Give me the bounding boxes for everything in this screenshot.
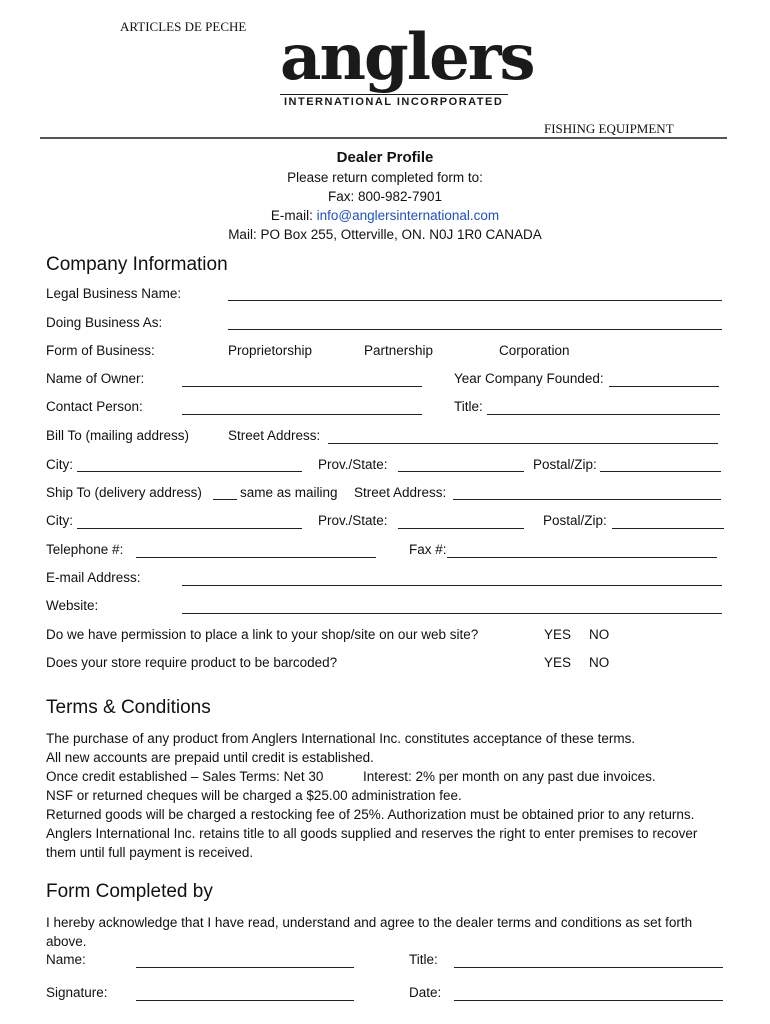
legal-name-field[interactable] bbox=[228, 300, 722, 301]
same-as-mailing-label: same as mailing bbox=[240, 485, 338, 500]
legal-name-label: Legal Business Name: bbox=[46, 286, 182, 301]
contact-label: Contact Person: bbox=[46, 399, 143, 414]
ship-city-field[interactable] bbox=[77, 528, 302, 529]
barcode-no-option[interactable]: NO bbox=[589, 655, 610, 670]
link-permission-question: Do we have permission to place a link to your shop/site on our web site? bbox=[46, 627, 479, 642]
terms-line-7: them until full payment is received. bbox=[46, 845, 254, 860]
logo-subtitle: INTERNATIONAL INCORPORATED bbox=[284, 96, 504, 108]
barcode-yes-option[interactable]: YES bbox=[544, 655, 572, 670]
ship-postal-field[interactable] bbox=[612, 528, 724, 529]
bill-to-label: Bill To (mailing address) bbox=[46, 428, 190, 443]
logo-rule bbox=[280, 94, 508, 95]
email-label: E-mail: bbox=[270, 208, 317, 223]
bill-prov-label: Prov./State: bbox=[318, 457, 388, 472]
owner-label: Name of Owner: bbox=[46, 371, 145, 386]
ship-prov-label: Prov./State: bbox=[318, 513, 388, 528]
contact-field[interactable] bbox=[182, 414, 422, 415]
signer-title-field[interactable] bbox=[454, 967, 723, 968]
signature-label: Signature: bbox=[46, 985, 108, 1000]
bill-postal-field[interactable] bbox=[600, 471, 721, 472]
owner-field[interactable] bbox=[182, 386, 422, 387]
terms-heading: Terms & Conditions bbox=[46, 697, 211, 718]
barcode-question: Does your store require product to be barcoded? bbox=[46, 655, 338, 670]
terms-line-6: Anglers International Inc. retains title to all goods supplied and reserves the right to enter premises to recover bbox=[46, 826, 698, 841]
link-no-option[interactable]: NO bbox=[589, 627, 610, 642]
ship-street-label: Street Address: bbox=[354, 485, 447, 500]
option-corporation[interactable]: Corporation bbox=[499, 343, 570, 358]
website-field[interactable] bbox=[182, 613, 722, 614]
telephone-field[interactable] bbox=[136, 557, 376, 558]
fax-label: Fax #: bbox=[409, 542, 447, 557]
bill-prov-field[interactable] bbox=[398, 471, 524, 472]
mail-address: Mail: PO Box 255, Otterville, ON. N0J 1R0 CANADA bbox=[228, 227, 542, 242]
link-yes-option[interactable]: YES bbox=[544, 627, 572, 642]
header-right-text: FISHING EQUIPMENT bbox=[544, 121, 674, 136]
ship-street-field[interactable] bbox=[453, 499, 721, 500]
return-instructions: Please return completed form to: bbox=[287, 170, 483, 185]
website-label: Website: bbox=[46, 598, 99, 613]
ship-to-label: Ship To (delivery address) bbox=[46, 485, 202, 500]
form-of-business-label: Form of Business: bbox=[46, 343, 155, 358]
bill-street-label: Street Address: bbox=[228, 428, 321, 443]
date-label: Date: bbox=[409, 985, 442, 1000]
company-logo bbox=[280, 20, 534, 95]
year-founded-label: Year Company Founded: bbox=[454, 371, 604, 386]
email-address-field[interactable] bbox=[182, 585, 722, 586]
ship-prov-field[interactable] bbox=[398, 528, 524, 529]
dba-label: Doing Business As: bbox=[46, 315, 163, 330]
logo-word: anglers bbox=[280, 20, 534, 95]
signature-field[interactable] bbox=[136, 1000, 354, 1001]
terms-line-2: All new accounts are prepaid until credit is established. bbox=[46, 750, 374, 765]
acknowledgement-line-1: I hereby acknowledge that I have read, understand and agree to the dealer terms and conditions as set forth bbox=[46, 915, 693, 930]
form-title: Dealer Profile bbox=[336, 149, 434, 166]
signer-name-label: Name: bbox=[46, 952, 86, 967]
telephone-label: Telephone #: bbox=[46, 542, 124, 557]
terms-line-4: NSF or returned cheques will be charged a $25.00 administration fee. bbox=[46, 788, 462, 803]
option-partnership[interactable]: Partnership bbox=[364, 343, 434, 358]
acknowledgement-line-2: above. bbox=[46, 934, 87, 949]
bill-street-field[interactable] bbox=[328, 443, 718, 444]
terms-line-3a: Once credit established – Sales Terms: Net 30 bbox=[46, 769, 324, 784]
year-founded-field[interactable] bbox=[609, 386, 719, 387]
bill-city-field[interactable] bbox=[77, 471, 302, 472]
title-field[interactable] bbox=[487, 414, 720, 415]
terms-line-1: The purchase of any product from Anglers International Inc. constitutes acceptance of these terms. bbox=[46, 731, 636, 746]
fax-field[interactable] bbox=[447, 557, 717, 558]
signer-name-field[interactable] bbox=[136, 967, 354, 968]
same-as-mailing-checkbox[interactable] bbox=[213, 499, 237, 500]
completed-heading: Form Completed by bbox=[46, 881, 213, 902]
terms-line-3b: Interest: 2% per month on any past due invoices. bbox=[363, 769, 656, 784]
ship-postal-label: Postal/Zip: bbox=[543, 513, 607, 528]
ship-city-label: City: bbox=[46, 513, 73, 528]
bill-city-label: City: bbox=[46, 457, 73, 472]
option-proprietorship[interactable]: Proprietorship bbox=[228, 343, 313, 358]
header-divider bbox=[40, 137, 727, 139]
fax-number: Fax: 800-982-7901 bbox=[327, 189, 443, 204]
date-field[interactable] bbox=[454, 1000, 723, 1001]
signer-title-label: Title: bbox=[409, 952, 438, 967]
bill-postal-label: Postal/Zip: bbox=[533, 457, 597, 472]
email-line bbox=[0, 208, 770, 223]
company-info-heading: Company Information bbox=[46, 254, 228, 275]
dba-field[interactable] bbox=[228, 329, 722, 330]
email-link[interactable]: info@anglersinternational.com bbox=[316, 208, 500, 223]
email-address-label: E-mail Address: bbox=[46, 570, 141, 585]
header-left-text: ARTICLES DE PECHE bbox=[120, 19, 247, 34]
terms-line-5: Returned goods will be charged a restocking fee of 25%. Authorization must be obtained prior to any returns. bbox=[46, 807, 695, 822]
title-label: Title: bbox=[454, 399, 483, 414]
